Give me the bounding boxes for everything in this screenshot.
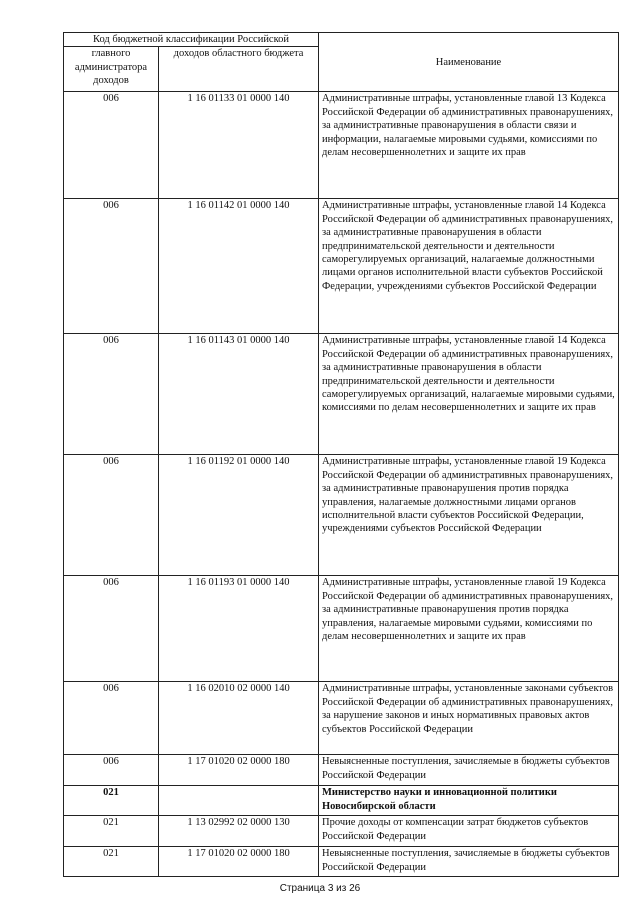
admin-code-cell: 021 <box>64 847 159 877</box>
income-code-cell: 1 16 01133 01 0000 140 <box>159 92 319 199</box>
name-cell: Невыясненные поступления, зачисляемые в бюджеты субъектов Российской Федерации <box>319 755 619 786</box>
income-code-cell: 1 17 01020 02 0000 180 <box>159 847 319 877</box>
table-row <box>64 455 619 576</box>
table-row <box>64 847 619 877</box>
name-cell: Административные штрафы, установленные главой 19 Кодекса Российской Федерации об административных правонарушениях, за административные правонарушения против порядка управления, налагаемые должностными лицами органов исполнительной власти субъектов Российской Федерации, учреждениями субъектов Российской Федерации <box>319 455 619 576</box>
name-cell: Административные штрафы, установленные главой 19 Кодекса Российской Федерации об административных правонарушениях, за административные правонарушения против порядка управления, налагаемые мировыми судьями, комиссиями по делам несовершеннолетних и защите их прав <box>319 576 619 682</box>
table-row <box>64 576 619 682</box>
page-footer: Страница 3 из 26 <box>279 883 361 894</box>
name-cell: Административные штрафы, установленные главой 14 Кодекса Российской Федерации об административных правонарушениях, за административные правонарушения в области предпринимательской деятельности и деятельности саморегулируемых организаций, налагаемые должностными лицами органов исполнительной власти субъектов Российской Федерации, учреждениями субъектов Российской Федерации <box>319 199 619 334</box>
table-row <box>64 92 619 199</box>
income-code-cell: 1 16 01193 01 0000 140 <box>159 576 319 682</box>
admin-code-cell: 021 <box>64 816 159 847</box>
admin-code-cell: 021 <box>64 786 159 816</box>
table-row <box>64 334 619 455</box>
admin-code-cell: 006 <box>64 92 159 199</box>
income-code-cell: 1 17 01020 02 0000 180 <box>159 755 319 786</box>
table-row <box>64 682 619 755</box>
table-row <box>64 199 619 334</box>
income-code-cell: 1 16 01142 01 0000 140 <box>159 199 319 334</box>
name-cell: Прочие доходы от компенсации затрат бюджетов субъектов Российской Федерации <box>319 816 619 847</box>
admin-code-cell: 006 <box>64 576 159 682</box>
admin-code-cell: 006 <box>64 199 159 334</box>
admin-code-cell: 006 <box>64 755 159 786</box>
admin-code-cell: 006 <box>64 455 159 576</box>
income-code-cell: 1 13 02992 02 0000 130 <box>159 816 319 847</box>
header-admin-code: главного администратора доходов <box>64 47 159 92</box>
name-cell: Административные штрафы, установленные законами субъектов Российской Федерации об административных правонарушениях, за нарушение законов и иных нормативных правовых актов субъектов Российской Федерации <box>319 682 619 755</box>
header-name: Наименование <box>319 33 619 92</box>
table-row-ministry <box>64 786 619 816</box>
table-row <box>64 755 619 786</box>
table-row <box>64 816 619 847</box>
ministry-name-cell: Министерство науки и инновационной политики Новосибирской области <box>319 786 619 816</box>
admin-code-cell: 006 <box>64 682 159 755</box>
name-cell: Административные штрафы, установленные главой 14 Кодекса Российской Федерации об административных правонарушениях, за административные правонарушения в области предпринимательской деятельности и деятельности саморегулируемых организаций, налагаемые мировыми судьями, комиссиями по делам несовершеннолетних и защите их прав <box>319 334 619 455</box>
name-cell: Административные штрафы, установленные главой 13 Кодекса Российской Федерации об административных правонарушениях, за административные правонарушения в области связи и информации, налагаемые мировыми судьями, комиссиями по делам несовершеннолетних и защите их прав <box>319 92 619 199</box>
header-group-title: Код бюджетной классификации Российской <box>64 33 319 47</box>
income-code-cell: 1 16 01192 01 0000 140 <box>159 455 319 576</box>
income-code-cell <box>159 786 319 816</box>
income-code-cell: 1 16 01143 01 0000 140 <box>159 334 319 455</box>
name-cell: Невыясненные поступления, зачисляемые в бюджеты субъектов Российской Федерации <box>319 847 619 877</box>
header-group-row <box>64 33 619 47</box>
header-income-code: доходов областного бюджета <box>159 47 319 92</box>
admin-code-cell: 006 <box>64 334 159 455</box>
income-code-cell: 1 16 02010 02 0000 140 <box>159 682 319 755</box>
budget-classification-table <box>63 32 619 877</box>
